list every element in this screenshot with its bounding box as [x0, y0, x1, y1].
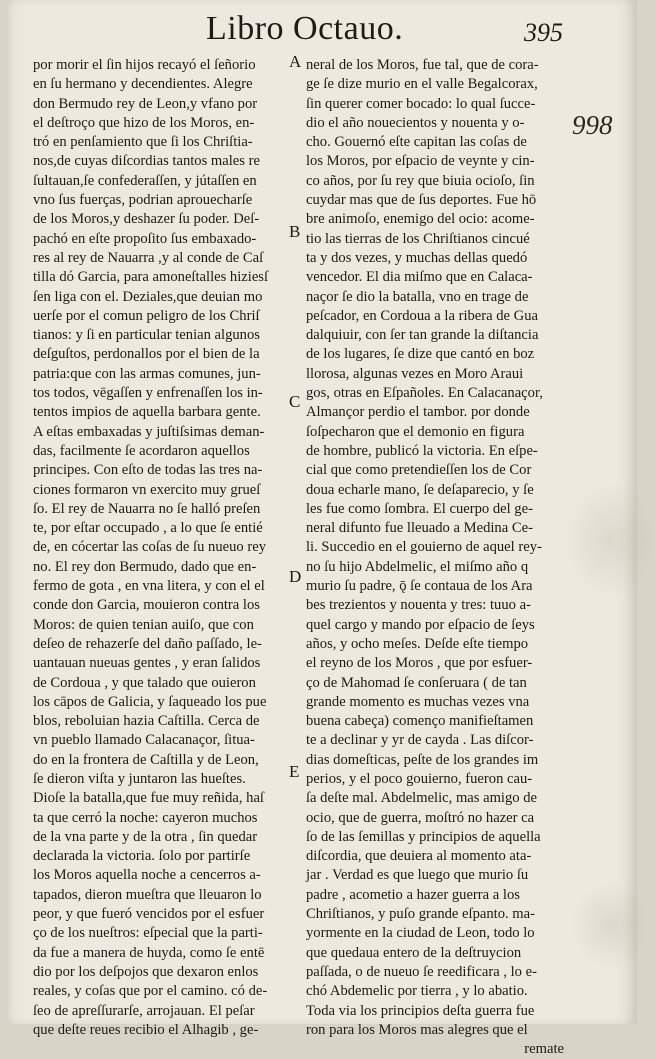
margin-annotation: 998 — [572, 110, 613, 140]
text-line: tró en penſamiento que ſi los Chriſtia- — [33, 134, 253, 151]
text-line: ocio, que de guerra, moſtró no hazer ca — [306, 809, 535, 826]
text-line: buena cabeça) començo manifieſtamen — [306, 713, 534, 730]
text-line: los Moros, por eſpacio de veynte y cin- — [306, 153, 535, 170]
text-line: ço de Mahomad ſe conſeruara ( de tan — [306, 674, 527, 691]
text-line: Moros: de quien tenian auiſo, que con — [33, 616, 254, 633]
text-line: tio las tierras de los Chriſtianos cincué — [306, 230, 530, 247]
text-line: tianos: y ſi en particular tenian algunos — [33, 327, 260, 344]
text-line: ta y dos vezes, y muchas dellas quedó — [306, 249, 528, 266]
text-line: te, por eſtar occupado , a lo que ſe entié — [33, 520, 263, 537]
text-line: naçor ſe dio la batalla, vno en trage de — [306, 288, 529, 305]
text-line: jar . Verdad es que luego que murio ſu — [306, 867, 529, 884]
text-line: tentos impios de aquella barbara gente. — [33, 404, 261, 421]
text-line: do en la frontera de Caſtilla y de Leon, — [33, 751, 259, 768]
text-line: de la vna parte y de la otra , ſin quedar — [33, 828, 258, 845]
text-line: dio el año nouecientos y nouenta y o- — [306, 114, 525, 131]
text-line: conde don Garcia, mouieron contra los — [33, 597, 260, 614]
text-line: don Bermudo rey de Leon,y vfano por — [33, 95, 258, 112]
text-line: ſeo de apreſſurarſe, arrojauan. El peſar — [33, 1002, 255, 1019]
text-line: das, facilmente ſe acordaron aquellos — [33, 442, 250, 459]
text-line: no. El rey don Bermudo, dado que en- — [33, 558, 257, 575]
text-line: de Cordoua , y que talado que ouieron — [33, 674, 256, 691]
section-marker: C — [289, 392, 301, 411]
text-line: ta que cerró la noche: cayeron muchos — [33, 809, 258, 826]
text-line: dalquiuir, con ſer tan grande la diſtancia — [306, 327, 539, 344]
text-line: yormente en la ciudad de Leon, todo lo — [306, 925, 535, 942]
text-line: vencedor. El dia miſmo que en Calaca- — [306, 269, 533, 286]
book-page — [6, 0, 637, 1058]
text-line: cial que como pretendieſſen los de Cor — [306, 462, 532, 479]
text-line: tilla dó Garcia, para amoneſtalles hiziesſ — [33, 269, 269, 286]
text-line: en ſu hermano y decendientes. Alegre — [33, 76, 253, 93]
text-line: A eſtas embaxadas y juſtiſsimas deman- — [33, 423, 265, 440]
text-line: de los Moros,y deshazer ſu poder. Deſ- — [33, 211, 260, 228]
section-marker: A — [289, 52, 302, 71]
text-line: chó Abdemelic por tierra , y lo abatio. — [306, 983, 528, 1000]
text-line: te a declinar y yr de cayda . Las diſcor- — [306, 732, 534, 749]
text-line: declarada la victoria. ſolo por partirſe — [33, 848, 251, 865]
folio-number: 395 — [524, 18, 563, 47]
text-line: paſſada, o de nueuo ſe reedificara , lo e- — [306, 963, 537, 980]
text-line: ſo. El rey de Nauarra no ſe halló preſen — [33, 500, 261, 517]
text-line: ſoſpecharon que el demonio en figura — [306, 423, 525, 440]
text-line: que deſte reues recibio el Alhagib , ge- — [33, 1021, 259, 1038]
text-line: de hombre, publicó la victoria. En eſpe- — [306, 442, 538, 459]
text-line: vn pueblo llamado Calacanaçor, ſitua- — [33, 732, 255, 749]
text-line: da fue a manera de huyda, como ſe entē — [33, 944, 265, 961]
text-line: Almançor perdio el tambor. por donde — [306, 404, 530, 421]
text-line: vno ſus fuerças, podrian aprouecharſe — [33, 192, 253, 209]
text-line: ge ſe dize murio en el valle Begalcorax, — [306, 76, 538, 93]
text-line: grande momento es muchas vezes vna — [306, 693, 530, 710]
section-marker: B — [289, 222, 301, 241]
text-line: co años, por ſu rey que biuia ocioſo, ſin — [306, 172, 535, 189]
text-line: el deſtroço que hizo de los Moros, en- — [33, 114, 255, 131]
text-line: gos, otras en Eſpañoles. En Calacanaçor, — [306, 385, 543, 402]
text-line: deſguſtos, perdonallos por el bien de la — [33, 346, 260, 363]
text-line: res al rey de Nauarra ,y al conde de Caſ — [33, 249, 264, 266]
text-line: el reyno de los Moros , que por esfuer- — [306, 655, 533, 672]
text-line: pachó en eſte propoſito ſus embaxado- — [33, 230, 257, 247]
text-line: peſcador, en Cordoua a la ribera de Gua — [306, 307, 538, 324]
catchword: remate — [524, 1041, 564, 1058]
text-line: reales, y coſas que por el camino. có de- — [33, 983, 268, 1000]
running-head: Libro Octauo. — [206, 10, 404, 47]
text-line: ciones formaron vn exercito muy grueſ — [33, 481, 261, 498]
text-line: ſin querer comer bocado: lo qual ſucce- — [306, 95, 536, 112]
text-line: uerſe por el comun peligro de los Chriſ — [33, 307, 260, 324]
text-line: Dioſe la batalla,que fue muy reñida, haſ — [33, 790, 264, 807]
text-line: bes trezientos y nouenta y tres: tuuo a- — [306, 597, 531, 614]
text-line: blos, reboluian hazia Caſtilla. Cerca de — [33, 713, 260, 730]
text-line: Chriſtianos, y puſo grande eſpanto. ma- — [306, 906, 535, 923]
text-line: tos todos, vēgaſſen y enfrenaſſen los in- — [33, 385, 263, 402]
text-line: cuydar mas que de ſus deportes. Fue hō — [306, 192, 537, 209]
text-line: dio por los deſpojos que dexaron enlos — [33, 963, 259, 980]
text-line: padre , acometio a hazer guerra a los — [306, 886, 520, 903]
text-line: dias domeſticas, peſte de los grandes im — [306, 751, 539, 768]
text-line: deſeo de rehazerſe del daño paſſado, le- — [33, 635, 262, 652]
text-line: patria:que con las armas comunes, jun- — [33, 365, 261, 382]
section-marker: D — [289, 567, 302, 586]
text-line: li. Succedio en el gouierno de aquel rey- — [306, 539, 542, 556]
text-line: ço de los nueſtros: eſpecial que la parti- — [33, 925, 263, 942]
page-stain — [566, 480, 656, 600]
text-line: ſo de las ſemillas y principios de aquella — [306, 828, 541, 845]
text-line: los cāpos de Galicia, y ſaqueado los pue — [33, 693, 267, 710]
text-line: tapados, dieron mueſtra que lleuaron lo — [33, 886, 262, 903]
text-line: ſen liga con el. Deziales,que deuian mo — [33, 288, 263, 305]
text-line: diſcordia, que deuiera al momento ata- — [306, 848, 532, 865]
text-line: años, y ocho meſes. Deſde eſte tiempo — [306, 635, 529, 652]
text-line: ſe dieron viſta y juntaron las hueſtes. — [33, 770, 246, 787]
text-line: que quedaua entero de la deſtruycion — [306, 944, 522, 961]
text-line: principes. Con eſto de todas las tres na- — [33, 462, 263, 479]
text-line: de los lugares, ſe dize que cantó en boz — [306, 346, 535, 363]
text-line: doua echarle mano, ſe deſaparecio, y ſe — [306, 481, 534, 498]
section-marker: E — [289, 762, 300, 781]
right-text-column — [306, 56, 564, 1059]
text-line: no ſu hijo Abdelmelic, el miſmo año q — [306, 558, 529, 575]
page-stain — [571, 880, 651, 970]
text-line: neral difunto fue lleuado a Medina Ce- — [306, 520, 533, 537]
text-line: por morir el ſin hijos recayó el ſeñorio — [33, 57, 256, 73]
text-line: uantauan nueuas gentes , y eran ſalidos — [33, 655, 261, 672]
text-line: peor, y que fueró vencidos por el esfuer — [33, 906, 265, 923]
text-line: quel cargo y mando por eſpacio de ſeys — [306, 616, 535, 633]
text-line: ron para los Moros mas alegres que el — [306, 1021, 528, 1038]
text-line: fermo de gota , en vna litera, y con el el — [33, 578, 265, 595]
text-line: de, en cócertar las coſas de ſu nueuo rey — [33, 539, 266, 556]
text-line: ſultauan,ſe confederaſſen, y jútaſſen en — [33, 172, 257, 189]
text-line: bre animoſo, enemigo del ocio: acome- — [306, 211, 535, 228]
text-line: neral de los Moros, fue tal, que de cora- — [306, 57, 539, 73]
text-line: perios, y el poco gouierno, fueron cau- — [306, 770, 533, 787]
text-line: nos,de cuyas diſcordias tantos males re — [33, 153, 260, 170]
left-text-column — [33, 56, 288, 1040]
text-line: cho. Gouernó eſte capitan las coſas de — [306, 134, 527, 151]
text-line: Toda via los principios deſta guerra fue — [306, 1002, 535, 1019]
text-line: ſa deſte mal. Abdelmelic, mas amigo de — [306, 790, 537, 807]
text-line: los Moros aquella noche a cencerros a- — [33, 867, 261, 884]
text-line: murio ſu padre, ǭ ſe contaua de los Ara — [306, 578, 533, 595]
text-line: les fue como ſombra. El cuerpo del ge- — [306, 500, 533, 517]
text-line: llorosa, algunas vezes en Moro Araui — [306, 365, 524, 382]
